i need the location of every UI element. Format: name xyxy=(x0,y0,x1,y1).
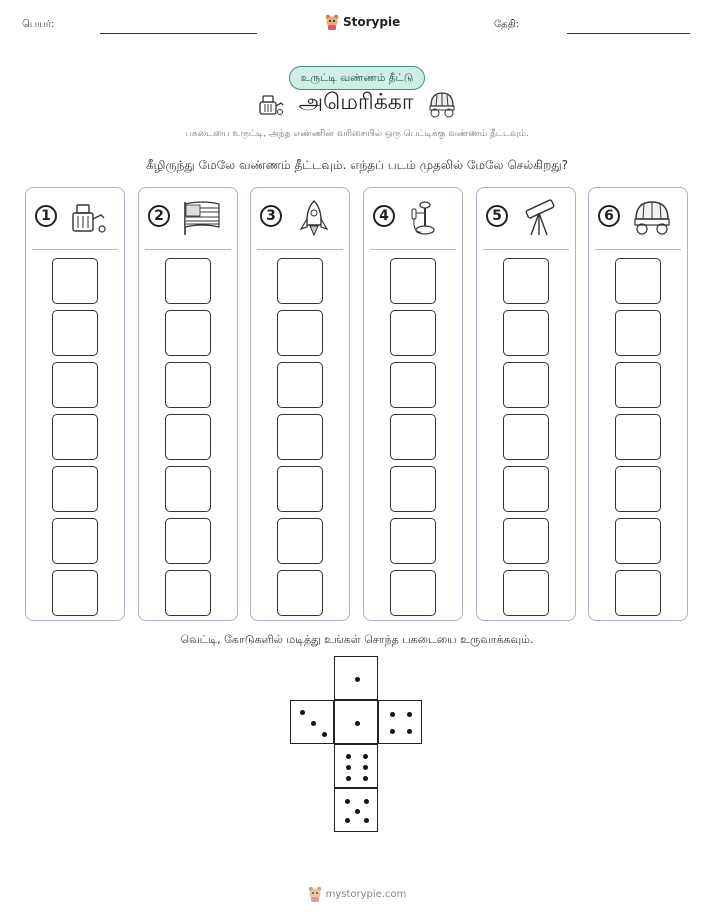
covered-wagon-icon xyxy=(632,199,672,237)
column-number: 6 xyxy=(598,205,620,227)
title-wrap xyxy=(0,90,714,118)
ice-cream-machine-icon xyxy=(257,90,285,118)
column-divider xyxy=(32,249,118,250)
color-box[interactable] xyxy=(165,414,211,460)
dice-pip xyxy=(355,809,360,814)
color-box[interactable] xyxy=(390,518,436,564)
color-box[interactable] xyxy=(615,310,661,356)
dice-pip xyxy=(346,776,351,781)
dice-pip xyxy=(390,712,395,717)
color-box[interactable] xyxy=(52,310,98,356)
color-box[interactable] xyxy=(52,570,98,616)
color-box[interactable] xyxy=(615,258,661,304)
column-6 xyxy=(588,187,688,621)
column-3 xyxy=(250,187,350,621)
dice-pip xyxy=(363,776,368,781)
storypie-mascot-icon xyxy=(308,886,322,902)
color-box[interactable] xyxy=(165,466,211,512)
footer-wrap xyxy=(0,886,714,902)
color-box[interactable] xyxy=(503,466,549,512)
activity-badge: உருட்டி வண்ணம் தீட்டு xyxy=(289,66,425,90)
color-box[interactable] xyxy=(615,414,661,460)
dice-pip xyxy=(364,818,369,823)
dice-pip xyxy=(311,721,316,726)
column-2 xyxy=(138,187,238,621)
candlestick-telephone-icon xyxy=(407,199,447,237)
dice-pip xyxy=(345,818,350,823)
dice-pip xyxy=(346,754,351,759)
dice-face-left xyxy=(290,700,334,744)
column-divider xyxy=(145,249,231,250)
color-box[interactable] xyxy=(277,466,323,512)
dice-face-top xyxy=(334,656,378,700)
dice-pip xyxy=(363,765,368,770)
color-box[interactable] xyxy=(277,518,323,564)
dice-pip xyxy=(300,710,305,715)
column-divider xyxy=(257,249,343,250)
dice-pip xyxy=(355,677,360,682)
column-number: 2 xyxy=(148,205,170,227)
color-box[interactable] xyxy=(165,310,211,356)
color-box[interactable] xyxy=(277,362,323,408)
dice-face-bottom xyxy=(334,788,378,832)
instructions: பகடையை உருட்டி, அந்த எண்ணின் வரிசையில் ஒரு பெட்டிக்கு வண்ணம் தீட்டவும். xyxy=(185,129,529,139)
date-line[interactable] xyxy=(567,33,690,34)
dice-pip xyxy=(345,799,350,804)
color-box[interactable] xyxy=(503,310,549,356)
color-box[interactable] xyxy=(165,362,211,408)
color-box[interactable] xyxy=(503,518,549,564)
covered-wagon-icon xyxy=(427,90,457,118)
dice-pip xyxy=(407,712,412,717)
color-box[interactable] xyxy=(277,414,323,460)
ice-cream-machine-icon xyxy=(69,199,109,237)
question: கீழிருந்து மேலே வண்ணம் தீட்டவும். எந்தப் படம் முதலில் மேலே செல்கிறது? xyxy=(145,158,569,172)
column-number: 1 xyxy=(35,205,57,227)
color-box[interactable] xyxy=(615,570,661,616)
column-divider xyxy=(595,249,681,250)
color-box[interactable] xyxy=(277,310,323,356)
dice-face-center xyxy=(334,700,378,744)
color-box[interactable] xyxy=(503,258,549,304)
column-divider xyxy=(370,249,456,250)
dice-pip xyxy=(346,765,351,770)
dice-pip xyxy=(390,729,395,734)
color-box[interactable] xyxy=(52,414,98,460)
color-box[interactable] xyxy=(52,362,98,408)
color-box[interactable] xyxy=(503,362,549,408)
column-divider xyxy=(483,249,569,250)
dice-face-lower xyxy=(334,744,378,788)
badge-wrap xyxy=(0,66,714,90)
dice-pip xyxy=(363,754,368,759)
color-box[interactable] xyxy=(503,414,549,460)
column-4 xyxy=(363,187,463,621)
dice-pip xyxy=(355,721,360,726)
cut-instruction: வெட்டி, கோடுகளில் மடித்து உங்கள் சொந்த பகடையை உருவாக்கவும். xyxy=(180,633,534,646)
color-box[interactable] xyxy=(390,570,436,616)
telescope-icon xyxy=(520,199,560,237)
color-box[interactable] xyxy=(52,258,98,304)
column-number: 3 xyxy=(260,205,282,227)
american-flag-icon xyxy=(182,199,222,237)
color-box[interactable] xyxy=(390,258,436,304)
name-line[interactable] xyxy=(100,33,257,34)
color-box[interactable] xyxy=(390,414,436,460)
storypie-mascot-icon xyxy=(325,14,339,30)
column-number: 4 xyxy=(373,205,395,227)
color-box[interactable] xyxy=(390,310,436,356)
rocket-icon xyxy=(294,199,334,237)
color-box[interactable] xyxy=(165,258,211,304)
dice-pip xyxy=(322,732,327,737)
color-box[interactable] xyxy=(615,362,661,408)
page-title: அமெரிக்கா xyxy=(298,90,414,115)
color-box[interactable] xyxy=(52,466,98,512)
footer-url[interactable]: mystorypie.com xyxy=(325,888,407,900)
brand-name: Storypie xyxy=(343,15,401,29)
date-label: தேதி: xyxy=(494,19,520,30)
dice-face-right xyxy=(378,700,422,744)
color-box[interactable] xyxy=(52,518,98,564)
column-1 xyxy=(25,187,125,621)
color-box[interactable] xyxy=(165,518,211,564)
dice-pip xyxy=(407,729,412,734)
color-box[interactable] xyxy=(277,570,323,616)
brand-logo xyxy=(325,14,400,30)
color-box[interactable] xyxy=(615,466,661,512)
color-box[interactable] xyxy=(165,570,211,616)
color-box[interactable] xyxy=(390,466,436,512)
dice-pip xyxy=(364,799,369,804)
name-label: பெயர்: xyxy=(22,19,55,30)
column-5 xyxy=(476,187,576,621)
color-box[interactable] xyxy=(615,518,661,564)
color-box[interactable] xyxy=(390,362,436,408)
column-number: 5 xyxy=(486,205,508,227)
color-box[interactable] xyxy=(277,258,323,304)
color-box[interactable] xyxy=(503,570,549,616)
